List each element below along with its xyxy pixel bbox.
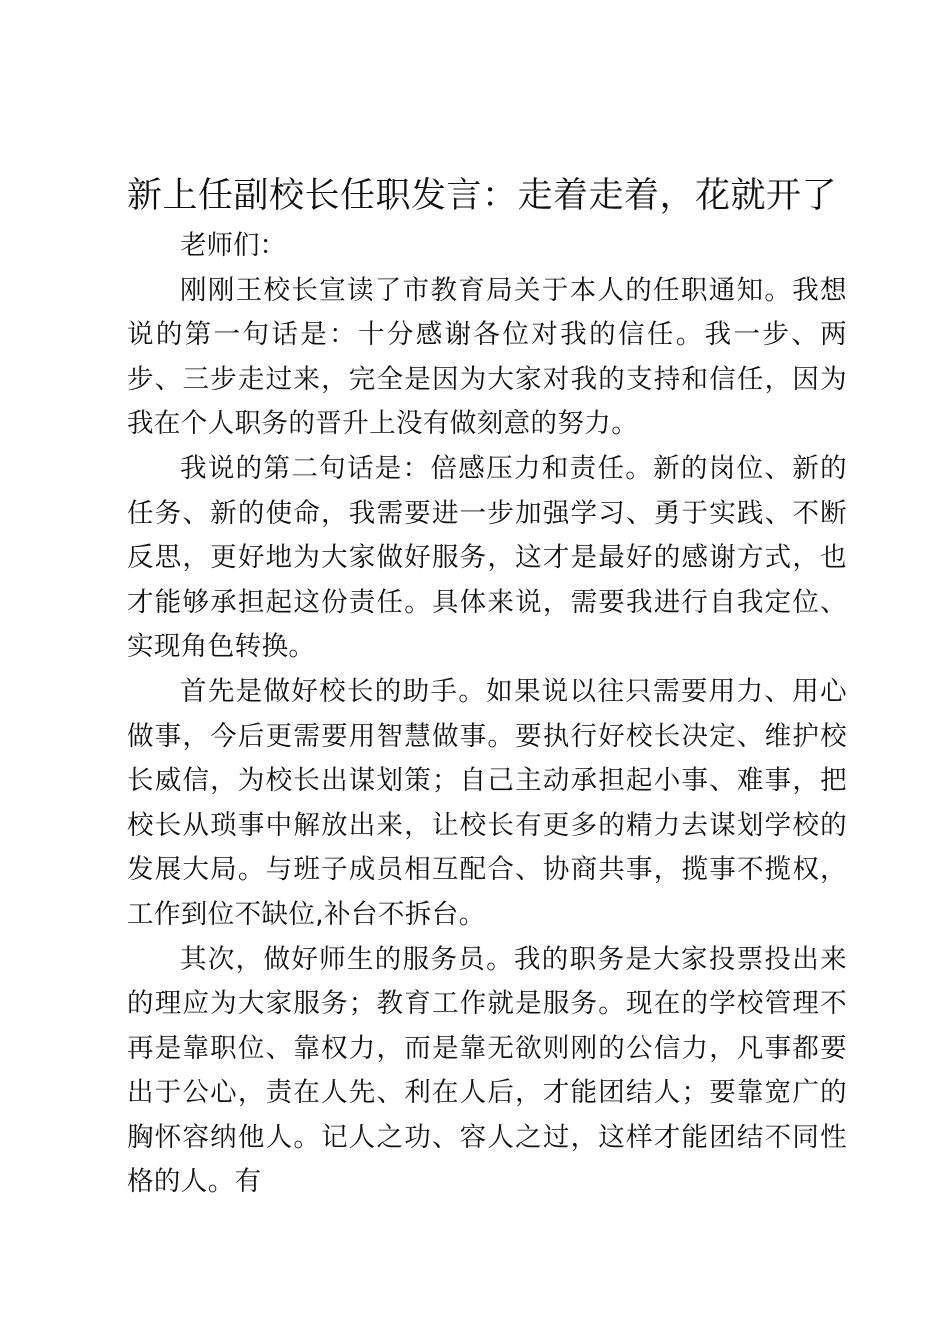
document-title: 新上任副校长任职发言：走着走着，花就开了 — [127, 176, 838, 216]
salutation: 老师们： — [180, 230, 286, 261]
paragraph-3: 首先是做好校长的助手。如果说以往只需要用力、用心做事，今后更需要用智慧做事。要执行好校长决定、维护校长威信，为校长出谋划策；自己主动承担起小事、难事，把校长从琐事中解放出来，让校长有更多的精力去谋划学校的发展大局。与班子成员相互配合、协商共事，揽事不揽权，工作到位不缺位,补台不拆台。 — [127, 675, 847, 930]
document-body — [127, 170, 847, 1205]
paragraph-4: 其次，做好师生的服务员。我的职务是大家投票投出来的理应为大家服务；教育工作就是服务。现在的学校管理不再是靠职位、靠权力，而是靠无欲则刚的公信力，凡事都要出于公心，责在人先、利在人后，才能团结人；要靠宽广的胸怀容纳他人。记人之功、容人之过，这样才能团结不同性格的人。有 — [127, 943, 847, 1198]
paragraph-1: 刚刚王校长宣读了市教育局关于本人的任职通知。我想说的第一句话是：十分感谢各位对我的信任。我一步、两步、三步走过来，完全是因为大家对我的支持和信任，因为我在个人职务的晋升上没有做刻意的努力。 — [127, 274, 847, 440]
paragraph-2: 我说的第二句话是：倍感压力和责任。新的岗位、新的任务、新的使命，我需要进一步加强学习、勇于实践、不断反思，更好地为大家做好服务，这才是最好的感谢方式，也才能够承担起这份责任。具体来说，需要我进行自我定位、实现角色转换。 — [127, 452, 847, 663]
